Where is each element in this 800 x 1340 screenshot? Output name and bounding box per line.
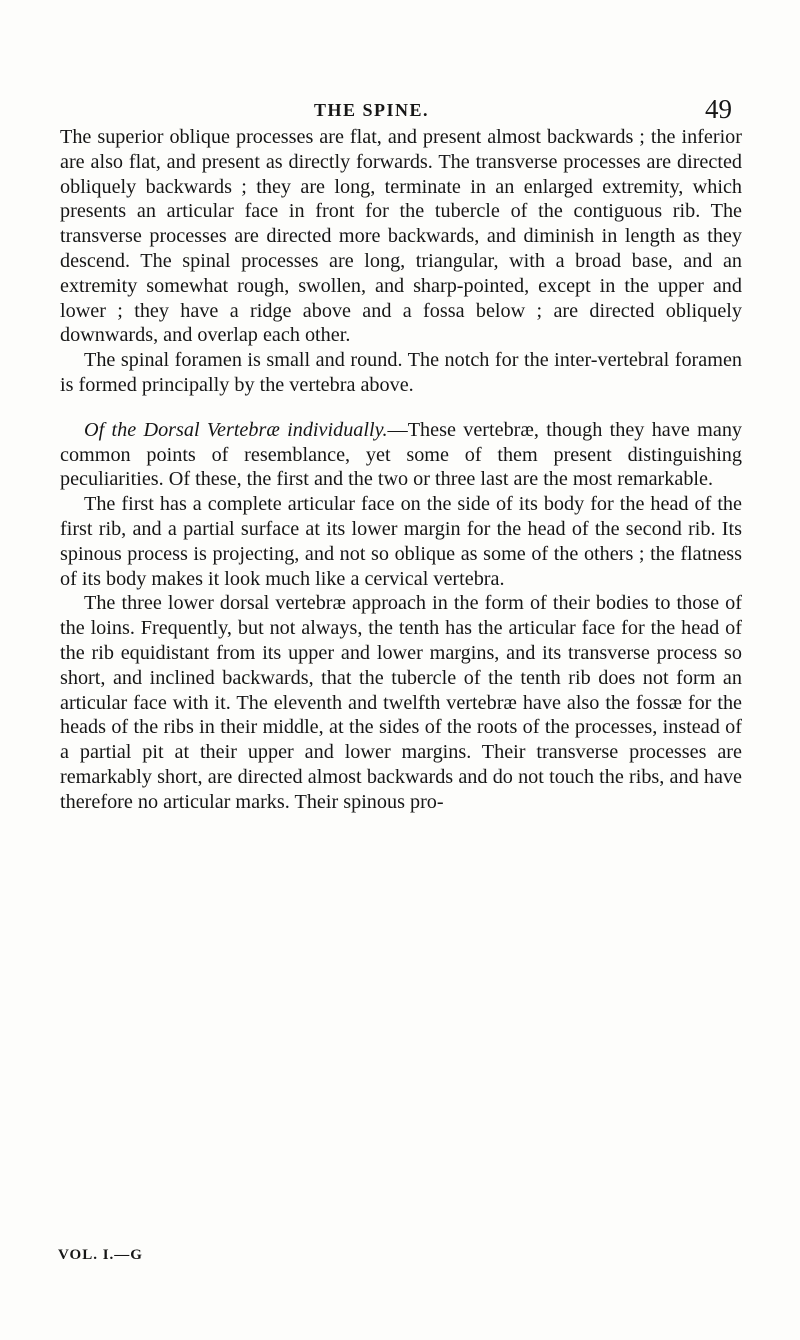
running-title: THE SPINE. — [314, 100, 430, 120]
paragraph-lower-dorsal-vertebrae: The three lower dorsal vertebræ approach in the form of their bodies to those of the loins. Frequently, but not always, the tenth has the articular face for the head of the rib equidistant from its upper and lower margins, and its transverse process so short, and inclined backwards, that the tubercle of the tenth rib does not form an articular face with it. The eleventh and twelfth vertebræ have also the fossæ for the heads of the ribs in their middle, at the sides of the roots of the processes, instead of a partial pit at their upper and lower margins. Their transverse processes are remarkably short, are directed almost backwards and do not touch the ribs, and have therefore no articular marks. Their spinous pro- — [60, 592, 742, 813]
paragraph-dorsal-vertebrae-individually — [60, 418, 742, 492]
running-head — [0, 80, 800, 124]
body-text — [60, 125, 742, 815]
section-heading: Of the Dorsal Vertebræ individually. — [84, 418, 388, 441]
signature-mark: VOL. I.—G — [58, 1247, 143, 1263]
page-number: 49 — [705, 94, 732, 124]
paragraph-first-vertebra: The first has a complete articular face on the side of its body for the head of the first rib, and a partial surface at its lower margin for the head of the second rib. Its spinous process is projecting, and not so oblique as some of the others ; the flatness of its body makes it look much like a cervical vertebra. — [60, 493, 742, 590]
paragraph-superior-oblique-processes: The superior oblique processes are flat, and present almost backwards ; the inferior are also flat, and present as directly forwards. The transverse processes are directed obliquely backwards ; they are long, terminate in an enlarged extremity, which presents an articular face in front for the tubercle of the contiguous rib. The transverse processes are directed more backwards, and diminish in length as they descend. The spinal processes are long, triangular, with a broad base, and an extremity somewhat rough, swollen, and sharp-pointed, except in the upper and lower ; they have a ridge above and a fossa below ; are directed obliquely downwards, and overlap each other. — [60, 126, 742, 347]
paragraph-text: —These vertebræ, though they have many common points of resemblance, yet some of them present distinguishing peculiarities. Of these, the first and the two or three last are the most remarkable. — [60, 418, 743, 491]
paragraph-spinal-foramen: The spinal foramen is small and round. The notch for the inter-vertebral foramen is formed principally by the vertebra above. — [60, 349, 742, 396]
